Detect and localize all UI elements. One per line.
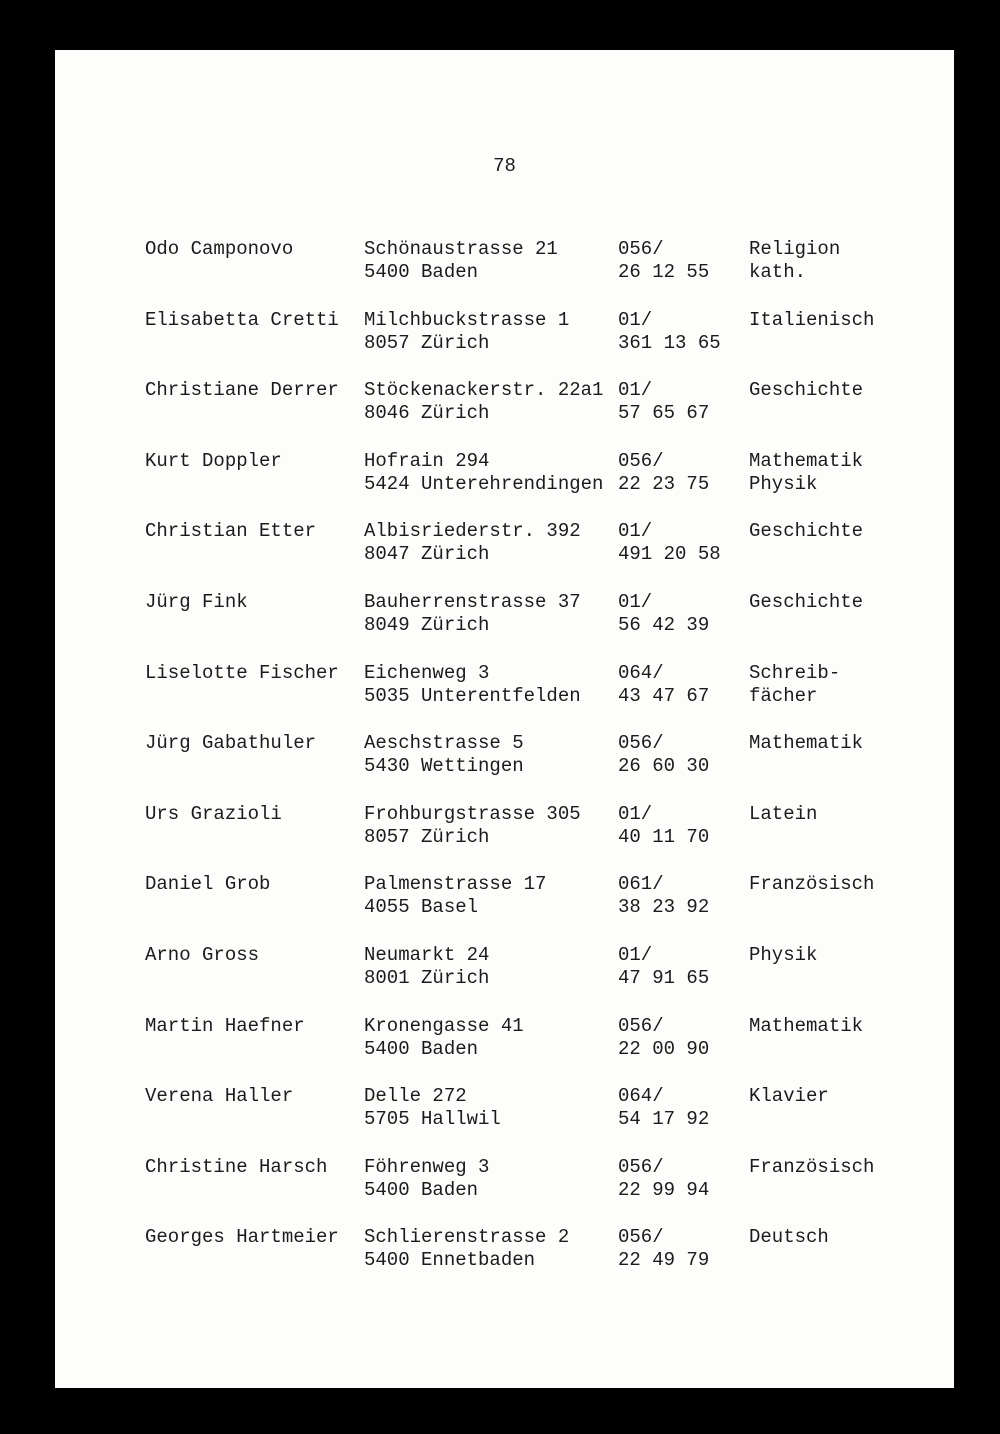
document-page (55, 50, 954, 1388)
city-text: 5400 Baden (364, 1037, 479, 1060)
directory-list (145, 238, 905, 1297)
entry-name (145, 1015, 305, 1038)
area-code-text: 056/ (618, 732, 664, 755)
subject-line-1: Geschichte (749, 590, 864, 613)
city-text: 5400 Baden (364, 261, 479, 283)
entry-name (145, 379, 339, 402)
phone-number-text: 26 60 30 (618, 755, 710, 778)
name-text: Jürg Gabathuler (145, 732, 317, 755)
area-code-text: 01/ (618, 308, 653, 331)
area-code-text: 064/ (618, 661, 664, 684)
directory-entry (145, 450, 905, 521)
street-text: Bauherrenstrasse 37 (364, 590, 581, 613)
directory-entry (145, 379, 905, 450)
name-text: Christine Harsch (145, 1155, 328, 1178)
subject-line-1: Mathematik (749, 1014, 864, 1037)
directory-entry (145, 238, 905, 309)
entry-name (145, 238, 293, 261)
name-text: Georges Hartmeier (145, 1226, 339, 1249)
subject-line-2: kath. (749, 261, 807, 283)
directory-entry (145, 1226, 905, 1297)
area-code-text: 01/ (618, 802, 653, 825)
city-text: 4055 Basel (364, 896, 479, 919)
entry-address (364, 944, 489, 990)
directory-entry (145, 309, 905, 380)
subject-line-1: Französisch (749, 1155, 875, 1178)
subject-line-1: Mathematik (749, 449, 864, 472)
entry-subject (749, 450, 863, 496)
name-text: Jürg Fink (145, 590, 248, 613)
directory-entry (145, 520, 905, 591)
entry-address (364, 1226, 569, 1272)
subject-line-1: Latein (749, 802, 818, 825)
directory-entry (145, 803, 905, 874)
subject-line-1: Religion (749, 238, 841, 260)
area-code-text: 01/ (618, 520, 653, 543)
phone-number-text: 22 23 75 (618, 472, 710, 495)
street-text: Hofrain 294 (364, 449, 490, 472)
entry-phone (618, 520, 721, 566)
entry-name (145, 803, 282, 826)
street-text: Milchbuckstrasse 1 (364, 308, 570, 331)
directory-entry (145, 732, 905, 803)
entry-name (145, 944, 259, 967)
entry-name (145, 520, 316, 543)
entry-name (145, 309, 339, 332)
entry-address (364, 732, 524, 778)
city-text: 8057 Zürich (364, 825, 490, 848)
entry-phone (618, 662, 709, 708)
entry-name (145, 662, 339, 685)
entry-address (364, 803, 581, 849)
name-text: Urs Grazioli (145, 802, 282, 825)
entry-phone (618, 1085, 709, 1131)
subject-line-1: Italienisch (749, 308, 875, 331)
street-text: Palmenstrasse 17 (364, 873, 547, 896)
name-text: Elisabetta Cretti (145, 308, 339, 331)
entry-phone (618, 873, 709, 919)
entry-phone (618, 732, 709, 778)
city-text: 5705 Hallwil (364, 1108, 501, 1131)
directory-entry (145, 1085, 905, 1156)
subject-line-1: Geschichte (749, 379, 864, 402)
area-code-text: 056/ (618, 238, 664, 260)
city-text: 5400 Ennetbaden (364, 1249, 536, 1272)
entry-phone (618, 238, 709, 284)
street-text: Kronengasse 41 (364, 1014, 524, 1037)
street-text: Schlierenstrasse 2 (364, 1226, 570, 1249)
entry-name (145, 450, 282, 473)
phone-number-text: 40 11 70 (618, 825, 710, 848)
entry-subject (749, 803, 817, 826)
name-text: Christiane Derrer (145, 379, 339, 402)
entry-address (364, 873, 546, 919)
entry-subject (749, 1156, 874, 1179)
city-text: 8047 Zürich (364, 543, 490, 566)
area-code-text: 01/ (618, 379, 653, 402)
directory-entry (145, 1015, 905, 1086)
street-text: Aeschstrasse 5 (364, 732, 524, 755)
street-text: Frohburgstrasse 305 (364, 802, 581, 825)
entry-address (364, 1085, 501, 1131)
area-code-text: 056/ (618, 449, 664, 472)
entry-address (364, 520, 581, 566)
entry-address (364, 662, 581, 708)
entry-phone (618, 1156, 709, 1202)
street-text: Neumarkt 24 (364, 943, 490, 966)
phone-number-text: 47 91 65 (618, 966, 710, 989)
directory-entry (145, 1156, 905, 1227)
phone-number-text: 22 00 90 (618, 1037, 710, 1060)
entry-subject (749, 1226, 829, 1249)
entry-name (145, 1226, 339, 1249)
entry-name (145, 591, 248, 614)
subject-line-1: Klavier (749, 1085, 829, 1108)
subject-line-1: Physik (749, 943, 818, 966)
entry-subject (749, 591, 863, 614)
city-text: 8046 Zürich (364, 402, 490, 425)
city-text: 8057 Zürich (364, 331, 490, 354)
street-text: Föhrenweg 3 (364, 1155, 490, 1178)
entry-phone (618, 1015, 709, 1061)
name-text: Kurt Doppler (145, 449, 282, 472)
phone-number-text: 56 42 39 (618, 613, 710, 636)
area-code-text: 064/ (618, 1085, 664, 1108)
subject-line-1: Schreib- (749, 661, 841, 684)
entry-subject (749, 520, 863, 543)
subject-line-1: Französisch (749, 873, 875, 896)
name-text: Arno Gross (145, 943, 260, 966)
entry-address (364, 309, 569, 355)
directory-entry (145, 944, 905, 1015)
entry-phone (618, 591, 709, 637)
area-code-text: 01/ (618, 943, 653, 966)
phone-number-text: 54 17 92 (618, 1108, 710, 1131)
area-code-text: 056/ (618, 1155, 664, 1178)
entry-name (145, 1156, 327, 1179)
entry-phone (618, 944, 709, 990)
city-text: 5400 Baden (364, 1178, 479, 1201)
area-code-text: 056/ (618, 1226, 664, 1249)
entry-phone (618, 1226, 709, 1272)
entry-subject (749, 732, 863, 755)
directory-entry (145, 591, 905, 662)
phone-number-text: 26 12 55 (618, 261, 710, 283)
phone-number-text: 22 99 94 (618, 1178, 710, 1201)
subject-line-2: fächer (749, 684, 818, 707)
entry-subject (749, 944, 817, 967)
city-text: 8049 Zürich (364, 613, 490, 636)
phone-number-text: 57 65 67 (618, 402, 710, 425)
name-text: Liselotte Fischer (145, 661, 339, 684)
subject-line-2: Physik (749, 472, 818, 495)
street-text: Stöckenackerstr. 22a1 (364, 379, 604, 402)
entry-subject (749, 309, 874, 332)
entry-address (364, 379, 603, 425)
entry-phone (618, 803, 709, 849)
area-code-text: 056/ (618, 1014, 664, 1037)
area-code-text: 01/ (618, 590, 653, 613)
name-text: Odo Camponovo (145, 238, 294, 260)
city-text: 5035 Unterentfelden (364, 684, 581, 707)
entry-phone (618, 309, 721, 355)
street-text: Schönaustrasse 21 (364, 238, 558, 260)
area-code-text: 061/ (618, 873, 664, 896)
city-text: 5430 Wettingen (364, 755, 524, 778)
name-text: Martin Haefner (145, 1014, 305, 1037)
directory-entry (145, 662, 905, 733)
phone-number-text: 22 49 79 (618, 1249, 710, 1272)
entry-address (364, 1156, 489, 1202)
entry-name (145, 1085, 293, 1108)
street-text: Albisriederstr. 392 (364, 520, 581, 543)
subject-line-1: Geschichte (749, 520, 864, 543)
entry-phone (618, 450, 709, 496)
entry-subject (749, 1015, 863, 1038)
subject-line-1: Mathematik (749, 732, 864, 755)
phone-number-text: 361 13 65 (618, 331, 721, 354)
name-text: Daniel Grob (145, 873, 271, 896)
entry-name (145, 873, 270, 896)
entry-address (364, 1015, 524, 1061)
entry-address (364, 238, 558, 284)
name-text: Verena Haller (145, 1085, 294, 1108)
entry-phone (618, 379, 709, 425)
entry-subject (749, 379, 863, 402)
entry-name (145, 732, 316, 755)
page-number: 78 (493, 155, 516, 177)
phone-number-text: 491 20 58 (618, 543, 721, 566)
entry-subject (749, 662, 840, 708)
phone-number-text: 38 23 92 (618, 896, 710, 919)
entry-subject (749, 873, 874, 896)
entry-subject (749, 238, 840, 284)
entry-address (364, 450, 603, 496)
city-text: 5424 Unterehrendingen (364, 472, 604, 495)
entry-subject (749, 1085, 829, 1108)
directory-entry (145, 873, 905, 944)
subject-line-1: Deutsch (749, 1226, 829, 1249)
city-text: 8001 Zürich (364, 966, 490, 989)
phone-number-text: 43 47 67 (618, 684, 710, 707)
street-text: Eichenweg 3 (364, 661, 490, 684)
name-text: Christian Etter (145, 520, 317, 543)
entry-address (364, 591, 581, 637)
street-text: Delle 272 (364, 1085, 467, 1108)
